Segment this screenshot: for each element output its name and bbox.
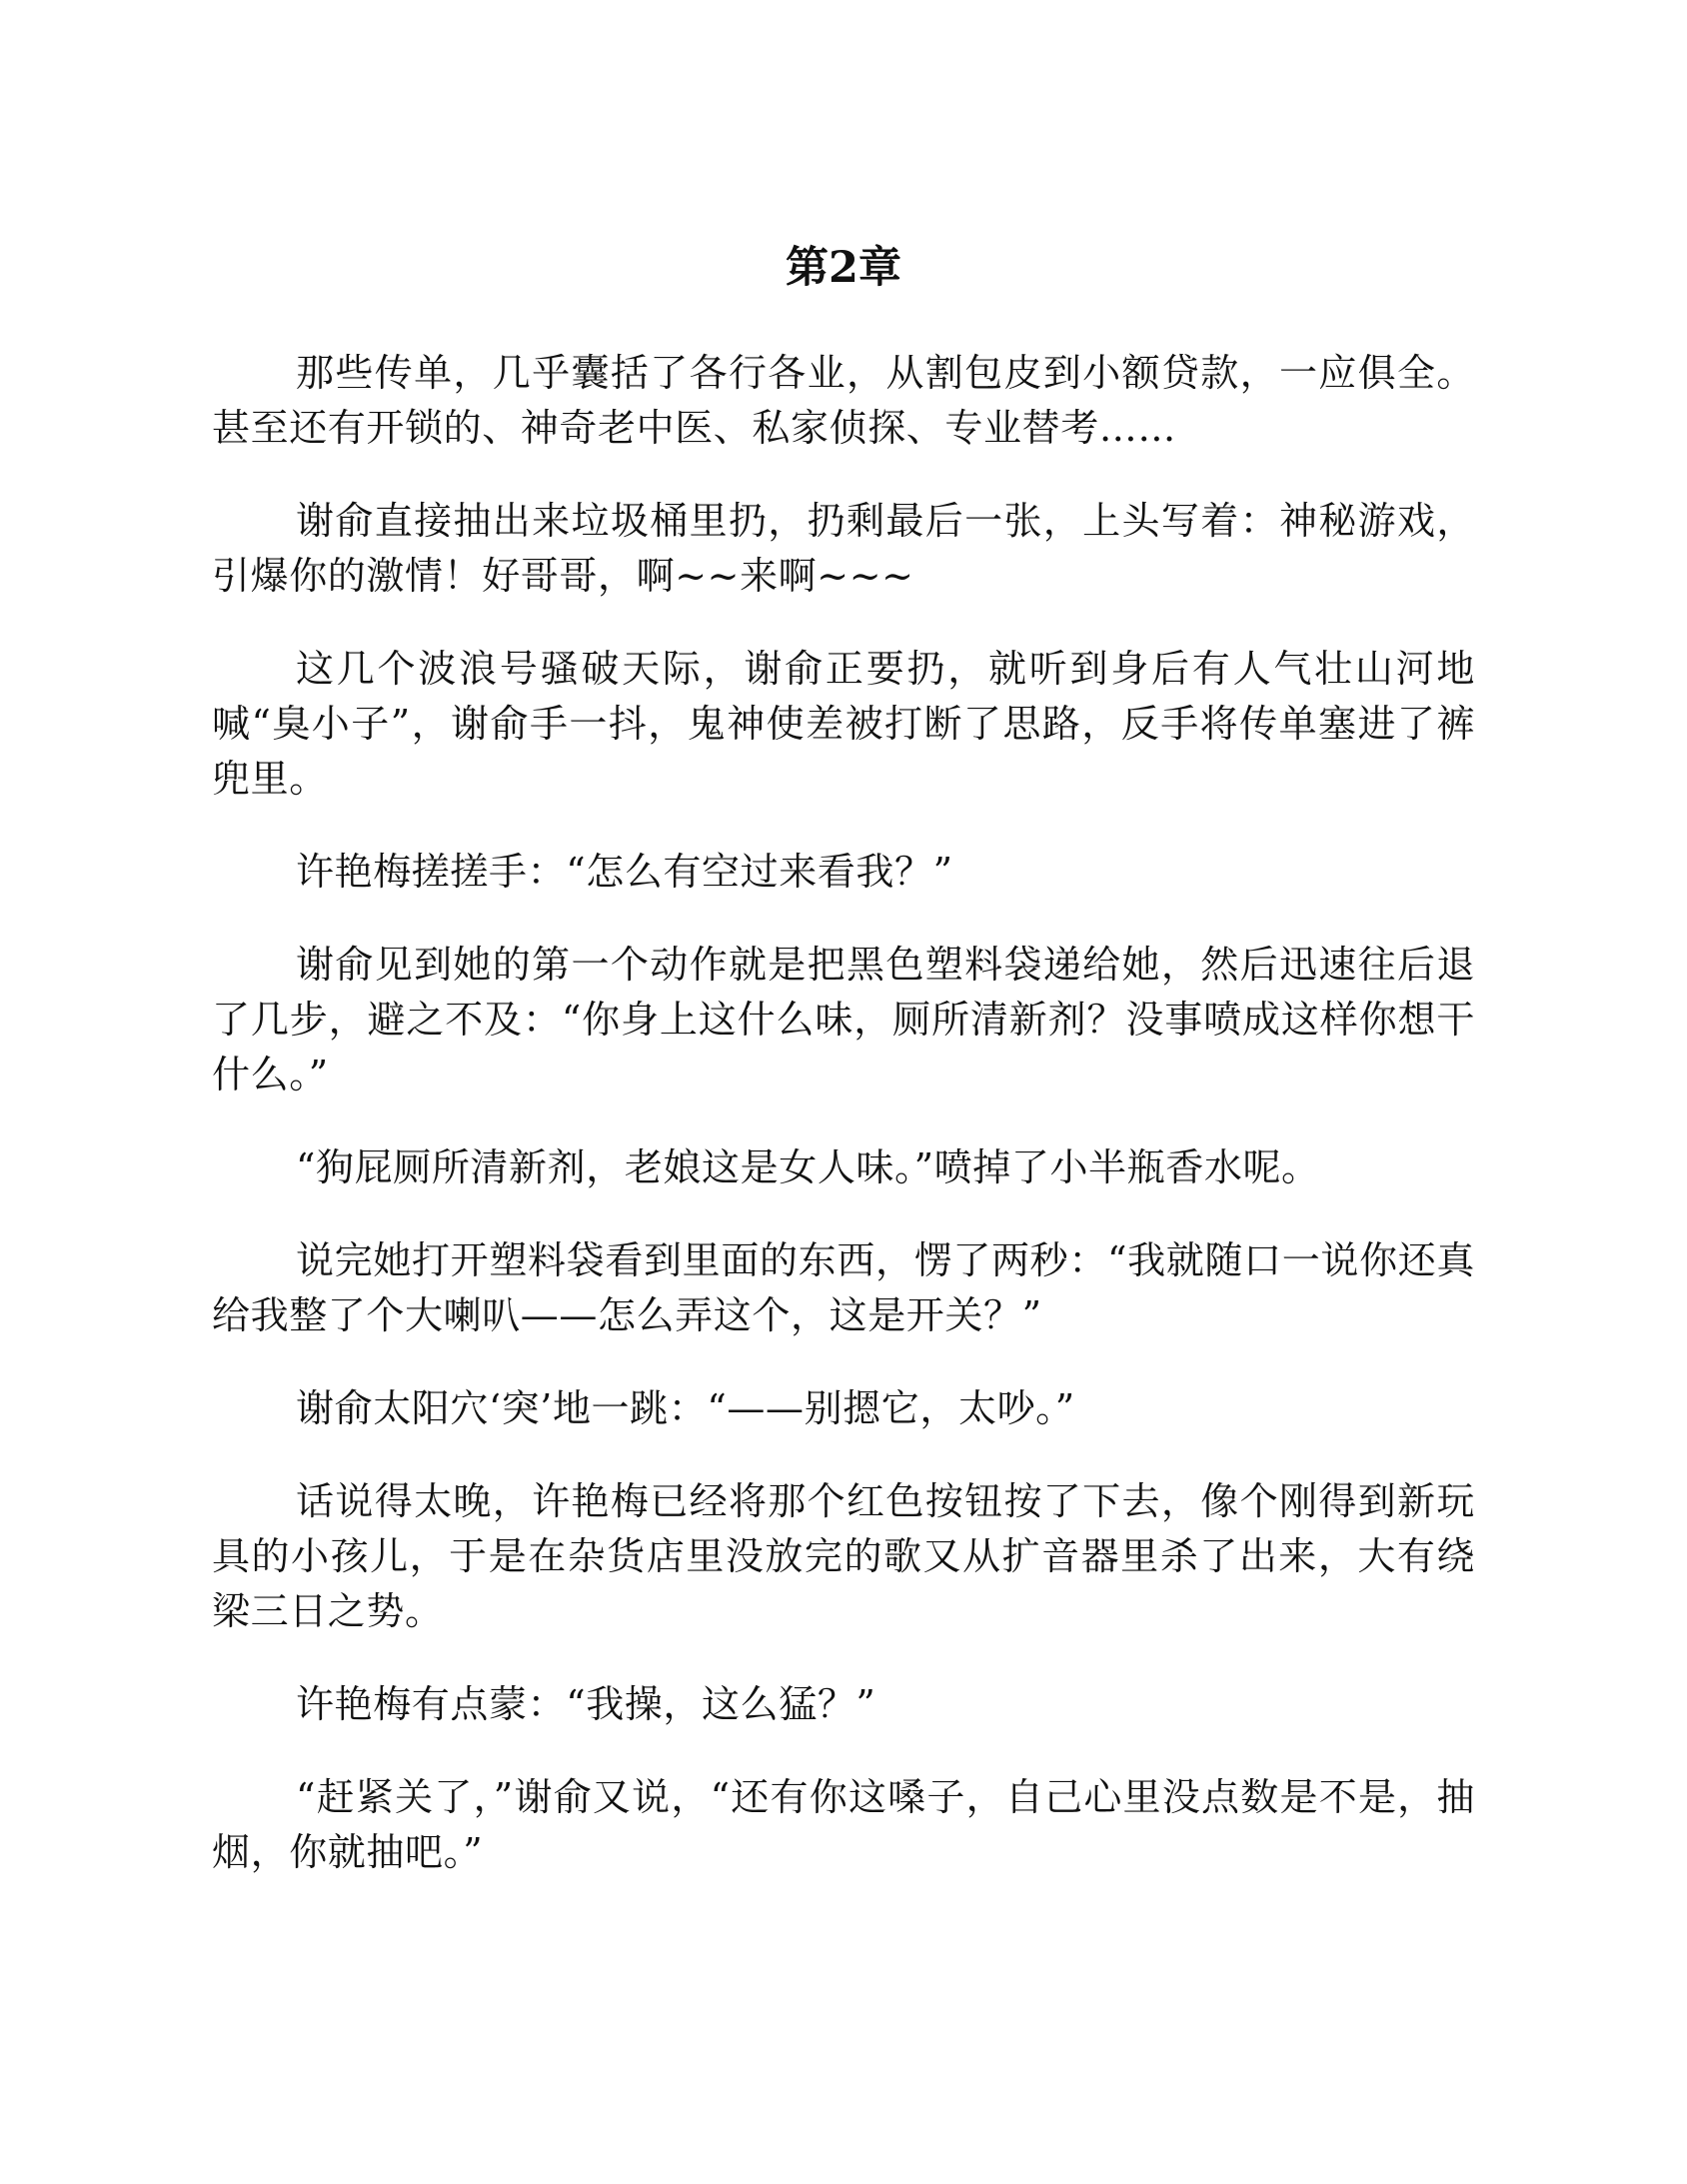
paragraph: 许艳梅搓搓手：“怎么有空过来看我？” xyxy=(296,850,953,894)
chapter-title: 第2章 xyxy=(786,243,901,293)
paragraph: “赶紧关了，”谢俞又说，“还有你这嗓子，自己心里没点数是不是，抽烟，你就抽吧。” xyxy=(212,1775,1475,1874)
chapter-body xyxy=(212,346,1475,1918)
paragraph: 许艳梅有点蒙：“我操，这么猛？” xyxy=(296,1682,876,1726)
paragraph: 这几个波浪号骚破天际，谢俞正要扔，就听到身后有人气壮山河地喊“臭小子”，谢俞手一抖，鬼神使差被打断了思路，反手将传单塞进了裤兜里。 xyxy=(212,647,1475,801)
paragraph: 那些传单，几乎囊括了各行各业，从割包皮到小额贷款，一应俱全。甚至还有开锁的、神奇老中医、私家侦探、专业替考…… xyxy=(212,351,1475,450)
paragraph: “狗屁厕所清新剂，老娘这是女人味。”喷掉了小半瓶香水呢。 xyxy=(296,1145,1320,1189)
paragraph: 谢俞太阳穴‘突’地一跳：“——别摁它，太吵。” xyxy=(296,1386,1075,1430)
paragraph: 谢俞见到她的第一个动作就是把黑色塑料袋递给她，然后迅速往后退了几步，避之不及：“你身上这什么味，厕所清新剂？没事喷成这样你想干什么。” xyxy=(212,943,1475,1096)
paragraph: 话说得太晚，许艳梅已经将那个红色按钮按了下去，像个刚得到新玩具的小孩儿，于是在杂货店里没放完的歌又从扩音器里杀了出来，大有绕梁三日之势。 xyxy=(212,1479,1475,1633)
paragraph: 说完她打开塑料袋看到里面的东西，愣了两秒：“我就随口一说你还真给我整了个大喇叭——怎么弄这个，这是开关？” xyxy=(212,1238,1475,1337)
paragraph: 谢俞直接抽出来垃圾桶里扔，扔剩最后一张，上头写着：神秘游戏，引爆你的激情！好哥哥，啊~~来啊~~~ xyxy=(212,499,1475,598)
